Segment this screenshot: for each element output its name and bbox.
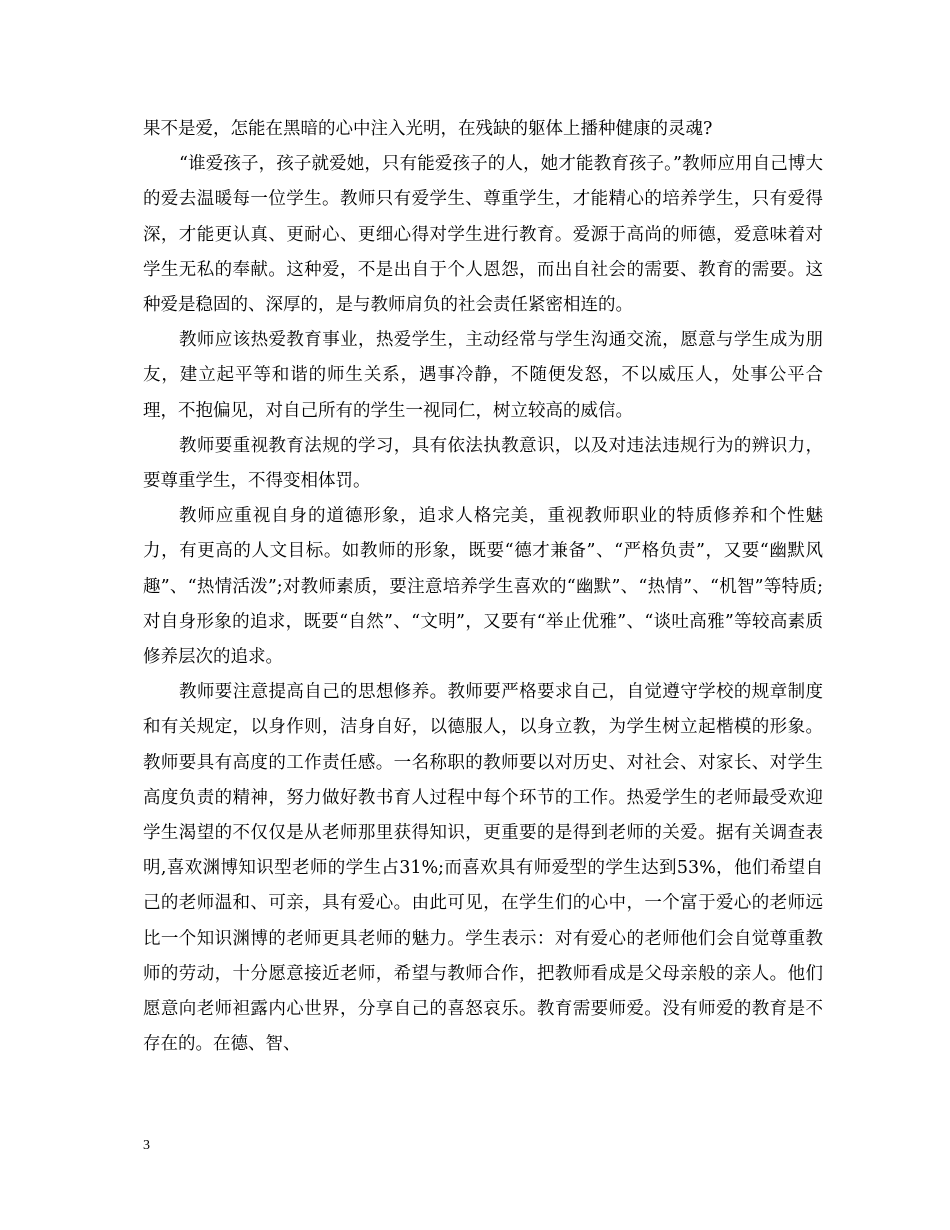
paragraph-3: 教师应该热爱教育事业，热爱学生，主动经常与学生沟通交流，愿意与学生成为朋友，建立起平等和谐的师生关系，遇事冷静，不随便发怒，不以威压人，处事公平合理，不抱偏见，对自己所有的学生一视同仁，树立较高的威信。 <box>143 330 823 421</box>
paragraph-4: 教师要重视教育法规的学习，具有依法执教意识，以及对违法违规行为的辨识力，要尊重学生，不得变相体罚。 <box>143 435 823 492</box>
paragraph-5: 教师应重视自身的道德形象，追求人格完美，重视教师职业的特质修养和个性魅力，有更高的人文目标。如教师的形象，既要“德才兼备”、“严格负责”，又要“幽默风趣”、“热情活泼”;对教师素质，要注意培养学生喜欢的“幽默”、“热情”、“机智”等特质;对自身形象的追求，既要“自然”、“文明”，又要有“举止优雅”、“谈吐高雅”等较高素质修养层次的追求。 <box>143 506 823 668</box>
document-body <box>143 112 823 1062</box>
paragraph-1: 果不是爱，怎能在黑暗的心中注入光明，在残缺的躯体上播种健康的灵魂? <box>143 119 713 139</box>
paragraph-2: “谁爱孩子，孩子就爱她，只有能爱孩子的人，她才能教育孩子。”教师应用自己博大的爱去温暖每一位学生。教师只有爱学生、尊重学生，才能精心的培养学生，只有爱得深，才能更认真、更耐心、更细心得对学生进行教育。爱源于高尚的师德，爱意味着对学生无私的奉献。这种爱，不是出自于个人恩怨，而出自社会的需要、教育的需要。这种爱是稳固的、深厚的，是与教师肩负的社会责任紧密相连的。 <box>143 154 823 316</box>
page-number: 3 <box>143 1138 150 1153</box>
paragraph-6: 教师要注意提高自己的思想修养。教师要严格要求自己，自觉遵守学校的规章制度和有关规定，以身作则，洁身自好，以德服人，以身立教，为学生树立起楷模的形象。教师要具有高度的工作责任感。一名称职的教师要以对历史、对社会、对家长、对学生高度负责的精神，努力做好教书育人过程中每个环节的工作。热爱学生的老师最受欢迎学生渴望的不仅仅是从老师那里获得知识，更重要的是得到老师的关爱。据有关调查表明,喜欢渊博知识型老师的学生占31%;而喜欢具有师爱型的学生达到53%，他们希望自己的老师温和、可亲，具有爱心。由此可见，在学生们的心中，一个富于爱心的老师远比一个知识渊博的老师更具老师的魅力。学生表示：对有爱心的老师他们会自觉尊重教师的劳动，十分愿意接近老师，希望与教师合作，把教师看成是父母亲般的亲人。他们愿意向老师袒露内心世界，分享自己的喜怒哀乐。教育需要师爱。没有师爱的教育是不存在的。在德、智、 <box>143 682 823 1055</box>
